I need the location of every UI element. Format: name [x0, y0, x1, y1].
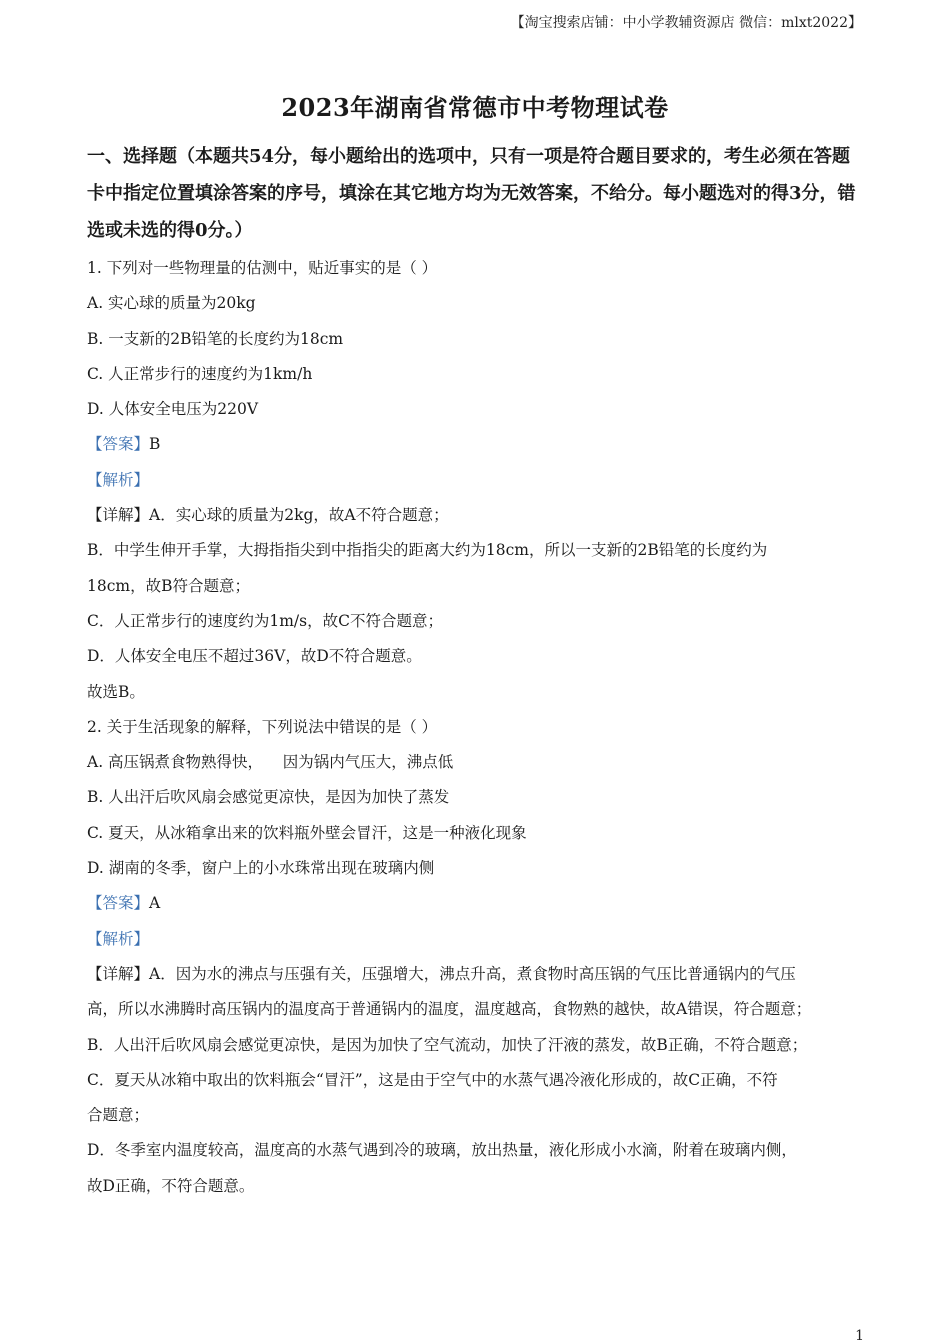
question-1-analysis [87, 463, 867, 498]
answer-value: B [149, 435, 161, 454]
section-heading: 一、选择题（本题共54分，每小题给出的选项中，只有一项是符合题目要求的，考生必须在答题卡中指定位置填涂答案的序号，填涂在其它地方均为无效答案，不给分。每小题选对的得3分，错选或未选的得0分。） [87, 146, 856, 241]
question-1-conclusion: 故选B。 [87, 682, 145, 701]
question-1-detail-line: 18cm，故B符合题意； [87, 576, 250, 595]
detail-text: A．实心球的质量为2kg，故A不符合题意； [149, 506, 449, 525]
detail-text: A．因为水的沸点与压强有关，压强增大，沸点升高，煮食物时高压锅的气压比普通锅内的气压 [149, 964, 796, 983]
question-1-option-b: B. 一支新的2B铅笔的长度约为18cm [87, 329, 344, 348]
question-2-detail-line: D．冬季室内温度较高，温度高的水蒸气遇到冷的玻璃，放出热量，液化形成小水滴，附着在玻璃内侧， [87, 1141, 797, 1160]
analysis-label: 【解析】 [87, 929, 150, 948]
analysis-label: 【解析】 [87, 470, 150, 489]
question-1-answer [87, 427, 867, 462]
question-2-option-d: D. 湖南的冬季，窗户上的小水珠常出现在玻璃内侧 [87, 859, 435, 878]
question-1-option-c: C. 人正常步行的速度约为1km/h [87, 364, 313, 383]
question-2-detail-line [87, 957, 867, 992]
question-2-detail-line: C．夏天从冰箱中取出的饮料瓶会“冒汗”，这是由于空气中的水蒸气遇冷液化形成的，故C正确，不符 [87, 1070, 778, 1089]
question-1-detail-line: B．中学生伸开手掌，大拇指指尖到中指指尖的距离大约为18cm，所以一支新的2B铅笔的长度约为 [87, 541, 768, 560]
page-number: 1 [855, 1328, 864, 1344]
detail-prefix: 【详解】 [87, 964, 150, 983]
question-2-stem: 2. 关于生活现象的解释，下列说法中错误的是（ ） [87, 717, 438, 736]
question-2-detail-line: 合题意； [87, 1106, 150, 1125]
answer-label: 【答案】 [87, 435, 150, 454]
question-2-option-b: B. 人出汗后吹风扇会感觉更凉快，是因为加快了蒸发 [87, 788, 450, 807]
detail-prefix: 【详解】 [87, 506, 150, 525]
question-2-analysis [87, 922, 867, 957]
answer-label: 【答案】 [87, 894, 150, 913]
question-1-detail-line: C．人正常步行的速度约为1m/s，故C不符合题意； [87, 611, 443, 630]
question-1-detail-line [87, 498, 867, 533]
question-1-detail-line: D．人体安全电压不超过36V，故D不符合题意。 [87, 647, 422, 666]
question-2-detail-line: B．人出汗后吹风扇会感觉更凉快，是因为加快了空气流动，加快了汗液的蒸发，故B正确，不符合题意； [87, 1035, 808, 1054]
question-2-detail-line: 故D正确，不符合题意。 [87, 1176, 255, 1195]
question-1-stem: 1. 下列对一些物理量的估测中，贴近事实的是（ ） [87, 259, 438, 277]
document-title: 2023年湖南省常德市中考物理试卷 [281, 93, 669, 122]
question-2-detail-line: 高，所以水沸腾时高压锅内的温度高于普通锅内的温度，温度越高，食物熟的越快，故A错误，符合题意； [87, 1000, 812, 1019]
document-body [87, 138, 867, 1204]
question-1-option-a: A. 实心球的质量为20kg [87, 294, 256, 313]
answer-value: A [149, 894, 161, 913]
question-1-option-d: D. 人体安全电压为220V [87, 400, 259, 419]
question-2-option-c: C. 夏天，从冰箱拿出来的饮料瓶外壁会冒汗，这是一种液化现象 [87, 823, 527, 842]
header-note: 【淘宝搜索店铺：中小学教辅资源店 微信：mlxt2022】 [510, 15, 862, 31]
question-2-option-a: A. 高压锅煮食物熟得快， 因为锅内气压大，沸点低 [87, 753, 454, 772]
question-2-answer [87, 886, 867, 921]
